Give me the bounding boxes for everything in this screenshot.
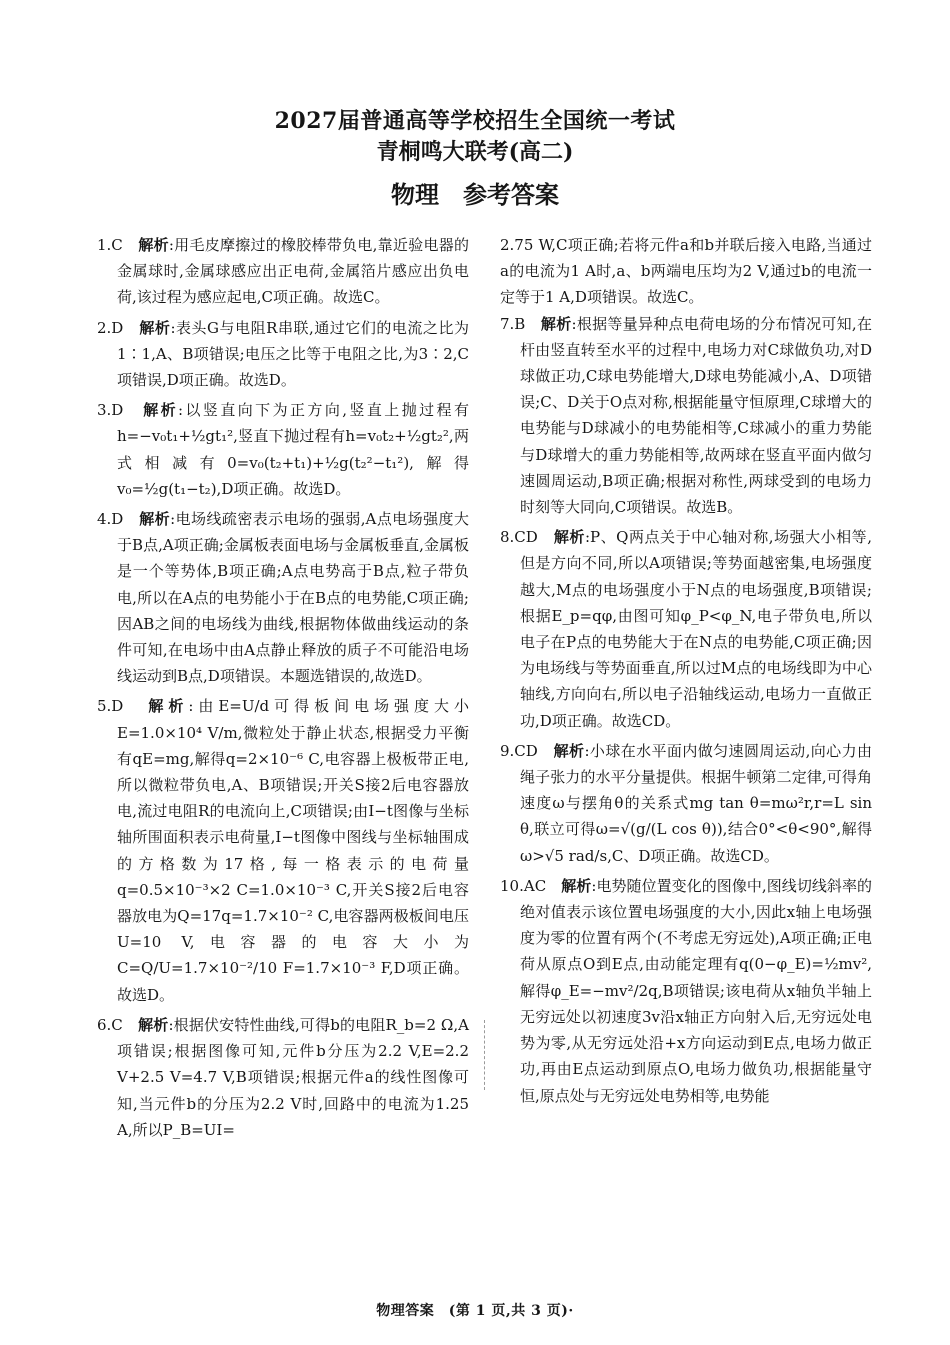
- answer-number: 8.CD: [500, 528, 538, 547]
- analysis-label: 解析: [553, 741, 585, 760]
- answer-text: :小球在水平面内做匀速圆周运动,向心力由绳子张力的水平分量提供。根据牛顿第二定律,可得角速度ω与摆角θ的关系式mg tan θ=mω²r,r=L sin θ,联立可得ω=√(g/(L cos θ)),结合0°<θ<90°,解得ω>√5 rad/s,C、D项正确。故选CD。: [520, 741, 872, 865]
- analysis-label: 解析: [143, 401, 179, 420]
- answer-6-continuation: 2.75 W,C项正确;若将元件a和b并联后接入电路,当通过a的电流为1 A时,a、b两端电压均为2 V,通过b的电流一定等于1 A,D项错误。故选C。: [500, 236, 872, 307]
- answer-text: :电场线疏密表示电场的强弱,A点电场强度大于B点,A项正确;金属板表面电场与金属板垂直,金属板是一个等势体,B项正确;A点电势高于B点,粒子带负电,所以在A点的电势能小于在B点的电势能,C项正确;因AB之间的电场线为曲线,根据物体做曲线运动的条件可知,在电场中由A点静止释放的质子不可能沿电场线运动到B点,D项错误。本题选错误的,故选D。: [117, 510, 469, 686]
- analysis-label: 解析: [138, 1015, 169, 1034]
- answer-text: :表头G与电阻R串联,通过它们的电流之比为1∶1,A、B项错误;电压之比等于电阻之比,为3∶2,C项错误,D项正确。故选D。: [117, 318, 469, 390]
- analysis-label: 解析: [540, 314, 572, 333]
- answer-number: 1.C: [97, 236, 123, 254]
- analysis-label: 解析: [138, 236, 169, 254]
- answer-item-10: [500, 873, 872, 1109]
- column-divider: [484, 1020, 486, 1090]
- answer-number: 3.D: [97, 401, 124, 420]
- answer-number: 10.AC: [500, 876, 547, 895]
- answer-item-4: [97, 506, 469, 689]
- exam-subtitle: 青桐鸣大联考(高二): [376, 139, 574, 165]
- analysis-label: 解析: [148, 697, 189, 716]
- answer-item-2: [97, 315, 469, 394]
- answer-item-8: [500, 524, 872, 734]
- answer-text: :P、Q两点关于中心轴对称,场强大小相等,但是方向不同,所以A项错误;等势面越密集,电场强度越大,M点的电场强度小于N点的电场强度,B项错误;根据E_p=qφ,由图可知φ_P<φ_N,电子带负电,所以电子在P点的电势能大于在N点的电势能,C项正确;因为电场线与等势面垂直,所以过M点的电场线即为中心轴线,方向向右,所以电子沿轴线运动,电场力一直做正功,D项正确。故选CD。: [520, 528, 872, 730]
- answer-text: :根据等量异种点电荷电场的分布情况可知,在杆由竖直转至水平的过程中,电场力对C球做负功,对D球做正功,C球电势能增大,D球电势能减小,A、D项错误;C、D关于O点对称,根据能量守恒原理,C球增大的电势能与D球减小的电势能相等,C球减小的重力势能与D球增大的重力势能相等,故两球在竖直平面内做匀速圆周运动,B项正确;根据对称性,两球受到的电场力时刻等大同向,C项错误。故选B。: [520, 314, 872, 517]
- answer-item-7: [500, 311, 872, 521]
- right-column: [500, 232, 872, 1113]
- analysis-label: 解析: [553, 528, 585, 547]
- answer-item-6: [97, 1012, 469, 1143]
- answer-number: 5.D: [97, 697, 124, 716]
- analysis-label: 解析: [561, 876, 592, 895]
- answer-item-1: [97, 232, 469, 311]
- answer-number: 6.C: [97, 1015, 123, 1034]
- answer-number: 7.B: [500, 314, 526, 333]
- analysis-label: 解析: [139, 510, 171, 529]
- answer-item-9: [500, 738, 872, 869]
- left-column: [97, 232, 469, 1147]
- answer-text: :用毛皮摩擦过的橡胶棒带负电,靠近验电器的金属球时,金属球感应出正电荷,金属箔片感应出负电荷,该过程为感应起电,C项正确。故选C。: [117, 236, 469, 307]
- page-footer: 物理答案 (第 1 页,共 3 页)·: [376, 1303, 574, 1319]
- subject-title: 物理 参考答案: [391, 180, 559, 209]
- answer-text: :根据伏安特性曲线,可得b的电阻R_b=2 Ω,A项错误;根据图像可知,元件b分压为2.2 V,E=2.2 V+2.5 V=4.7 V,B项错误;根据元件a的线性图像可知,当元件b的分压为2.2 V时,回路中的电流为1.25 A,所以P_B=UI=: [117, 1015, 469, 1139]
- answer-item-3: [97, 397, 469, 502]
- answer-number: 4.D: [97, 510, 124, 529]
- exam-title: 2027届普通高等学校招生全国统一考试: [274, 108, 676, 134]
- answer-number: 9.CD: [500, 741, 538, 760]
- answer-text: :由E=U/d可得板间电场强度大小E=1.0×10⁴ V/m,微粒处于静止状态,根据受力平衡有qE=mg,解得q=2×10⁻⁶ C,电容器上极板带正电,所以微粒带负电,A、B项错误;开关S接2后电容器放电,流过电阻R的电流向上,C项错误;由I−t图像与坐标轴所围面积表示电荷量,I−t图像中图线与坐标轴围成的方格数为17格,每一格表示的电荷量q=0.5×10⁻³×2 C=1.0×10⁻³ C,开关S接2后电容器放电为Q=17q=1.7×10⁻² C,电容器两极板间电压U=10 V,电容器的电容大小为C=Q/U=1.7×10⁻²/10 F=1.7×10⁻³ F,D项正确。故选D。: [117, 697, 469, 1004]
- analysis-label: 解析: [139, 318, 171, 337]
- answer-number: 2.D: [97, 318, 124, 337]
- answer-text: :以竖直向下为正方向,竖直上抛过程有h=−v₀t₁+½gt₁²,竖直下抛过程有h=v₀t₂+½gt₂²,两式相减有0=v₀(t₂+t₁)+½g(t₂²−t₁²),解得v₀=½g(t₁−t₂),D项正确。故选D。: [117, 401, 469, 498]
- answer-item-5: [97, 693, 469, 1007]
- answer-text: :电势随位置变化的图像中,图线切线斜率的绝对值表示该位置电场强度的大小,因此x轴上电场强度为零的位置有两个(不考虑无穷远处),A项正确;正电荷从原点O到E点,由动能定理有q(0−φ_E)=½mv²,解得φ_E=−mv²/2q,B项错误;该电荷从x轴负半轴上无穷远处以初速度3v沿x轴正方向射入后,无穷远处电势为零,从无穷远处沿+x方向运动到E点,电场力做正功,再由E点运动到原点O,电场力做负功,根据能量守恒,原点处与无穷远处电势相等,电势能: [520, 876, 872, 1105]
